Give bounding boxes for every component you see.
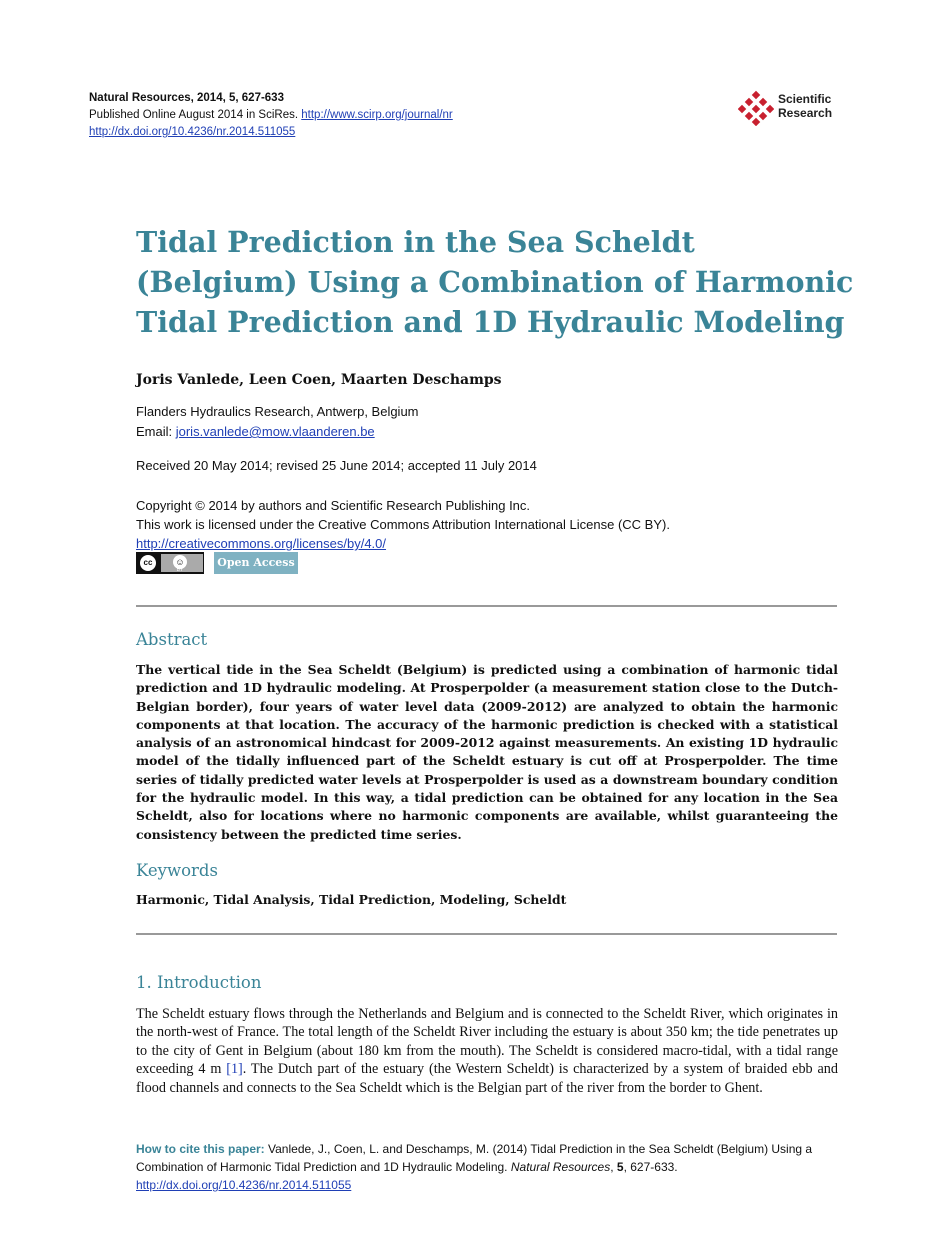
email-label: Email: — [136, 424, 176, 439]
copyright-line: Copyright © 2014 by authors and Scientific Research Publishing Inc. — [136, 498, 531, 513]
introduction-heading: 1. Introduction — [136, 973, 262, 992]
published-line — [89, 107, 453, 124]
cc-by-badge[interactable] — [136, 552, 204, 574]
citation-volume: 5 — [616, 1160, 624, 1174]
logo-line-1: Scientific — [778, 92, 832, 106]
scientific-research-logo[interactable] — [738, 90, 858, 126]
citation-separator: , — [610, 1160, 617, 1174]
reference-link[interactable]: [1] — [226, 1061, 243, 1078]
email-link[interactable]: joris.vanlede@mow.vlaanderen.be — [175, 424, 375, 439]
introduction-text — [136, 1005, 838, 1097]
received-dates: Received 20 May 2014; revised 25 June 2014; accepted 11 July 2014 — [136, 458, 537, 473]
journal-link[interactable]: http://www.scirp.org/journal/nr — [301, 109, 453, 121]
divider — [136, 933, 837, 935]
journal-header — [89, 90, 453, 141]
keywords-heading: Keywords — [136, 861, 218, 880]
citation-pages: , 627-633. — [623, 1160, 678, 1174]
cc-icon: cc — [140, 555, 156, 571]
authors: Joris Vanlede, Leen Coen, Maarten Deschamps — [136, 372, 502, 388]
open-access-badge[interactable]: Open Access — [214, 552, 298, 574]
keywords-text: Harmonic, Tidal Analysis, Tidal Prediction, Modeling, Scheldt — [136, 892, 567, 907]
logo-line-2: Research — [778, 106, 833, 120]
copyright-block — [136, 496, 670, 553]
logo-diamonds-icon — [738, 90, 774, 126]
affiliation-block — [136, 402, 419, 442]
license-line: This work is licensed under the Creative Commons Attribution International License (CC BY). — [136, 517, 670, 532]
intro-text-part-2: . The Dutch part of the estuary (the Western Scheldt) is characterized by a system of braided ebb and flood channels and connects to the Sea Scheldt which is the Belgian part of the river from the border to Ghent. — [136, 1061, 838, 1096]
paper-title: Tidal Prediction in the Sea Scheldt (Belgium) Using a Combination of Harmonic Tidal Prediction and 1D Hydraulic Modeling — [136, 225, 854, 339]
citation-label: How to cite this paper: — [136, 1142, 265, 1156]
abstract-text: The vertical tide in the Sea Scheldt (Belgium) is predicted using a combination of harmonic tidal prediction and 1D hydraulic modeling. At Prosperpolder (a measurement station close to the Dutch-Belgian border), four years of water level data (2009-2012) are analyzed to obtain the harmonic components at that location. The accuracy of the harmonic prediction is checked with a statistical analysis of an astronomical hindcast for 2009-2012 against measurements. An existing 1D hydraulic model of the tidally influenced part of the Scheldt estuary is cut off at Prosperpolder. The time series of tidally predicted water levels at Prosperpolder is used as a downstream boundary condition for the hydraulic model. In this way, a tidal prediction can be obtained for any location in the Sea Scheldt, also for locations where no harmonic components are available, whilst guaranteeing the consistency between the predicted time series. — [136, 662, 838, 842]
journal-citation: Natural Resources, 2014, 5, 627-633 — [89, 92, 284, 104]
divider — [136, 605, 837, 607]
license-link[interactable]: http://creativecommons.org/licenses/by/4.0/ — [136, 536, 387, 551]
published-text: Published Online August 2014 in SciRes. — [89, 109, 299, 121]
abstract-heading: Abstract — [136, 630, 208, 649]
person-icon: ☺ — [173, 555, 187, 569]
by-label: BY — [176, 567, 184, 573]
email-line — [136, 422, 419, 442]
doi-link[interactable]: http://dx.doi.org/10.4236/nr.2014.511055 — [89, 126, 296, 138]
citation-journal: Natural Resources — [510, 1160, 611, 1174]
affiliation: Flanders Hydraulics Research, Antwerp, Belgium — [136, 404, 419, 419]
intro-text-part-1: The Scheldt estuary flows through the Netherlands and Belgium and is connected to the Scheldt River, which originates in the north-west of France. The total length of the Scheldt River including the estuary is about 350 km; the tide penetrates up to the city of Gent in Belgium (about 180 km from the mouth). The Scheldt is considered macro-tidal, with a tidal range exceeding 4 m — [136, 1006, 838, 1078]
logo-text — [778, 92, 832, 120]
citation-doi-link[interactable]: http://dx.doi.org/10.4236/nr.2014.511055 — [136, 1178, 352, 1192]
citation-text: Vanlede, J., Coen, L. and Deschamps, M. (2014) Tidal Prediction in the Sea Scheldt (Belgium) Using a Combination of Harmonic Tidal Prediction and 1D Hydraulic Modeling. — [136, 1142, 813, 1174]
citation-block — [136, 1140, 842, 1194]
